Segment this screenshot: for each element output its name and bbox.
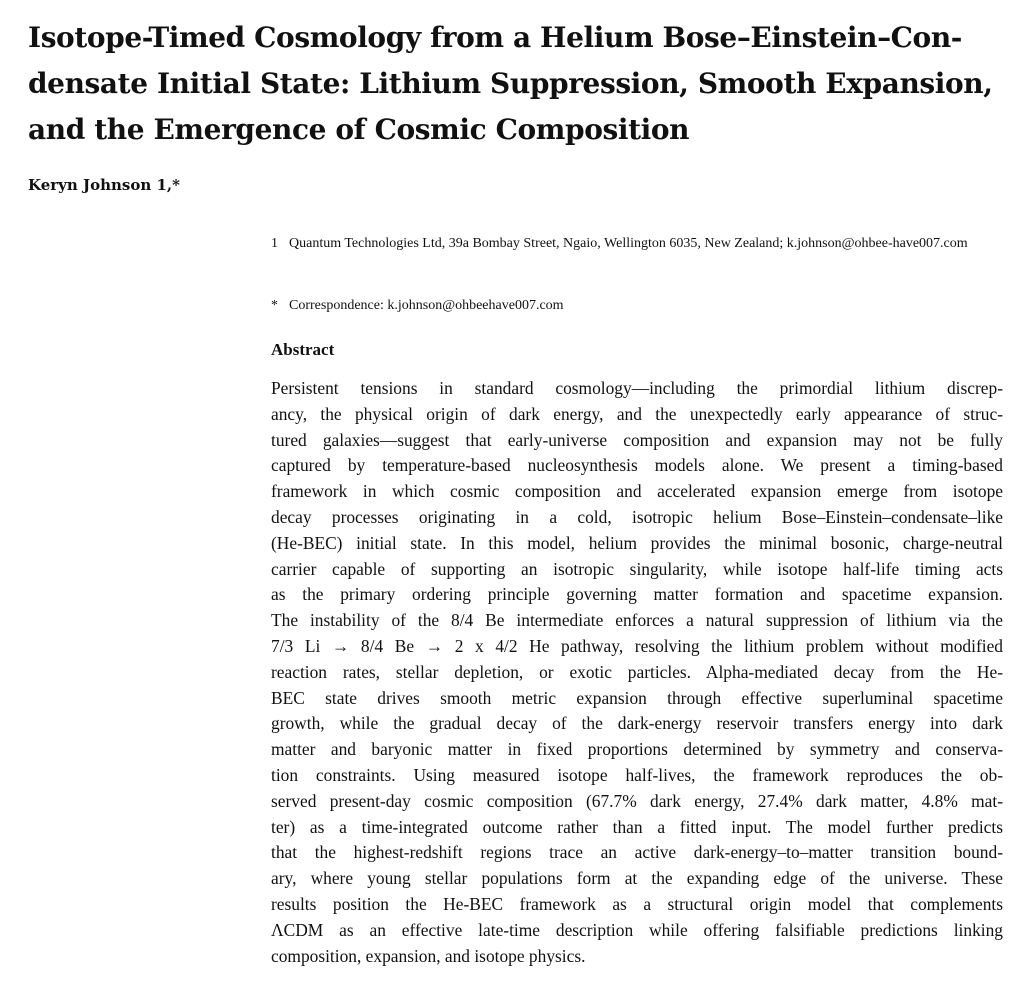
abstract-line: ΛCDM as an effective late-time description while offering falsifiable predictions linking bbox=[271, 919, 1003, 940]
abstract-line: served present-day cosmic composition (67.7% dark energy, 27.4% dark matter, 4.8% mat- bbox=[271, 790, 1003, 811]
abstract-line: results position the He-BEC framework as a structural origin model that complements bbox=[271, 893, 1003, 914]
abstract-heading: Abstract bbox=[271, 340, 335, 359]
abstract-line: decay processes originating in a cold, isotropic helium Bose–Einstein–condensate–like bbox=[271, 506, 1003, 527]
abstract-line: framework in which cosmic composition and accelerated expansion emerge from isotope bbox=[271, 481, 1003, 502]
correspondence bbox=[271, 295, 1001, 317]
abstract-line: tion constraints. Using measured isotope half-lives, the framework reproduces the ob- bbox=[271, 764, 1003, 785]
abstract-line: ancy, the physical origin of dark energy, and the unexpectedly early appearance of struc- bbox=[271, 403, 1003, 424]
abstract-line: (He-BEC) initial state. In this model, helium provides the minimal bosonic, charge-neutral bbox=[271, 532, 1003, 553]
abstract-line: captured by temperature-based nucleosynthesis models alone. We present a timing-based bbox=[271, 455, 1003, 476]
paper-title-line-2: densate Initial State: Lithium Suppression, Smooth Expansion, bbox=[28, 67, 993, 100]
affiliation-text: Quantum Technologies Ltd, 39a Bombay Street, Ngaio, Wellington 6035, New Zealand; k.johnson@ohbee-have007.com bbox=[289, 236, 968, 251]
abstract-line: Persistent tensions in standard cosmology—including the primordial lithium discrep- bbox=[271, 378, 1003, 398]
abstract-line: 7/3 Li → 8/4 Be → 2 x 4/2 He pathway, resolving the lithium problem without modified bbox=[271, 635, 1003, 656]
correspondence-text: Correspondence: k.johnson@ohbeehave007.com bbox=[289, 298, 564, 313]
affiliation bbox=[271, 233, 1001, 255]
abstract-line: The instability of the 8/4 Be intermediate enforces a natural suppression of lithium via the bbox=[271, 610, 1003, 631]
abstract-line: composition, expansion, and isotope physics. bbox=[271, 945, 586, 966]
paper-title-line-3: and the Emergence of Cosmic Composition bbox=[28, 113, 690, 146]
abstract-line: matter and baryonic matter in fixed proportions determined by symmetry and conserva- bbox=[271, 739, 1003, 760]
abstract-line: tured galaxies—suggest that early-universe composition and expansion may not be fully bbox=[271, 429, 1003, 450]
correspondence-marker: * bbox=[271, 298, 278, 313]
abstract-line: reaction rates, stellar depletion, or exotic particles. Alpha-mediated decay from the He- bbox=[271, 661, 1003, 682]
abstract-line: ary, where young stellar populations form at the expanding edge of the universe. These bbox=[271, 868, 1003, 889]
abstract-line: BEC state drives smooth metric expansion through effective superluminal spacetime bbox=[271, 687, 1003, 708]
affiliation-marker: 1 bbox=[271, 236, 278, 251]
paper-title-line-1: Isotope-Timed Cosmology from a Helium Bose–Einstein–Con- bbox=[28, 21, 963, 54]
author-line: Keryn Johnson 1,* bbox=[28, 176, 180, 194]
abstract-body bbox=[271, 376, 1003, 969]
abstract-line: carrier capable of supporting an isotropic singularity, while isotope half-life timing acts bbox=[271, 558, 1003, 579]
abstract-line: ter) as a time-integrated outcome rather than a fitted input. The model further predicts bbox=[271, 816, 1003, 837]
abstract-line: growth, while the gradual decay of the dark-energy reservoir transfers energy into dark bbox=[271, 713, 1003, 734]
abstract-line: as the primary ordering principle governing matter formation and spacetime expansion. bbox=[271, 584, 1003, 605]
abstract-line: that the highest-redshift regions trace an active dark-energy–to–matter transition bound- bbox=[271, 842, 1003, 863]
